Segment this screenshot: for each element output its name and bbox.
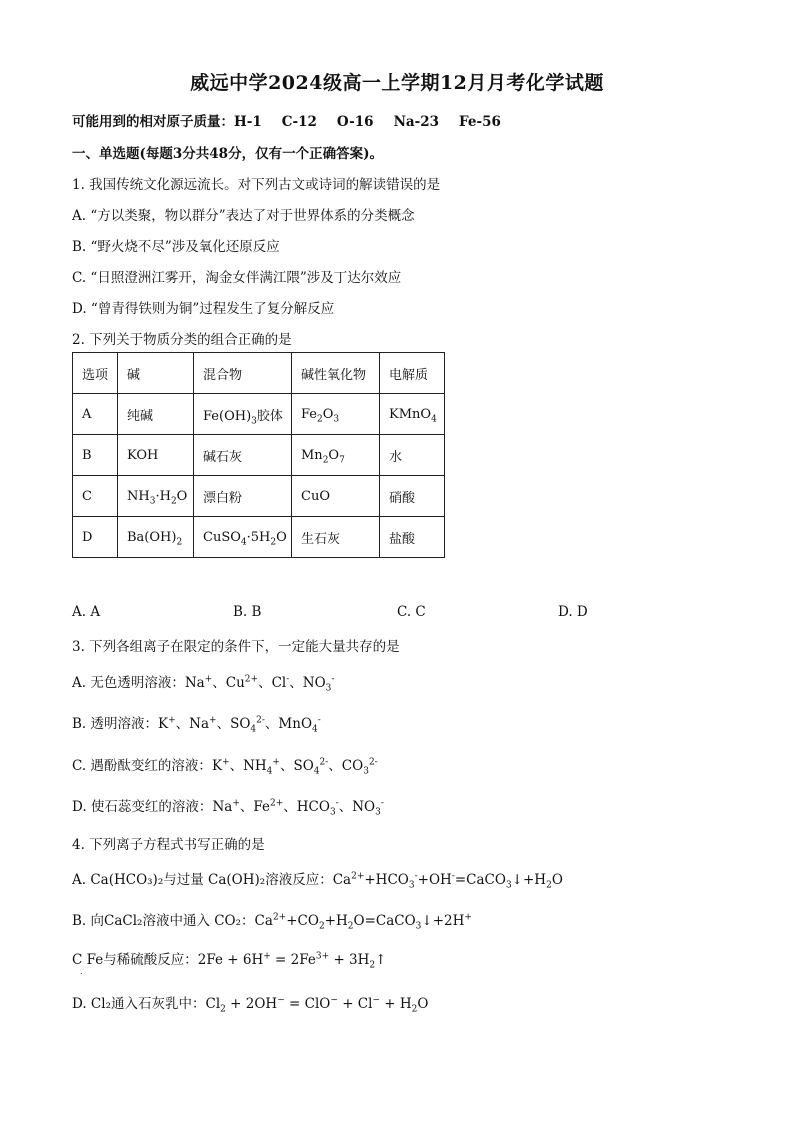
table-cell: 生石灰	[292, 517, 380, 558]
atomic-mass-na: Na-23	[393, 114, 440, 130]
q4-c-label: C Fe与稀硫酸反应：	[72, 952, 198, 968]
q2-option-b: B. B	[233, 604, 262, 620]
atomic-mass-line	[72, 110, 501, 130]
table-cell: 碱石灰	[194, 435, 292, 476]
q4-stem: 4. 下列离子方程式书写正确的是	[72, 837, 265, 853]
table-row	[73, 476, 445, 517]
table-row	[73, 394, 445, 435]
q4-a-label: A. Ca(HCO₃)₂与过量 Ca(OH)₂溶液反应：	[72, 872, 333, 888]
q4-d-label: D. Cl₂通入石灰乳中：	[72, 996, 206, 1012]
q3-b-label: B. 透明溶液：	[72, 716, 159, 732]
q4-option-d: D. Cl₂通入石灰乳中：$Cl_2 + 2OH^- = ClO^- + Cl^- + H_2O$	[72, 995, 429, 1015]
atomic-mass-label: 可能用到的相对原子质量：	[72, 114, 234, 130]
table-cell: 水	[380, 435, 445, 476]
table-cell: A	[73, 394, 118, 435]
q3-option-c: C. 遇酚酞变红的溶液：K+、$NH_4^+$、$SO_4^{2-}$、$CO_3^{2-}$	[72, 757, 378, 777]
q3-option-d: D. 使石蕊变红的溶液：Na+、$Fe^{2+}$、$HCO_3^-$、$NO_3^-$	[72, 798, 384, 818]
table-cell: 盐酸	[380, 517, 445, 558]
table-cell: 纯碱	[118, 394, 194, 435]
page-title: 威远中学2024级高一上学期12月月考化学试题	[190, 72, 604, 94]
q4-option-b: B. 向CaCl₂溶液中通入 CO₂：$Ca^{2+}+CO_2+H_2O=CaCO_3↓+2H^+$	[72, 912, 472, 932]
table-cell: D	[73, 517, 118, 558]
table-cell: $NH_3\cdot H_2O$	[118, 476, 194, 517]
table-cell: B	[73, 435, 118, 476]
table-cell: C	[73, 476, 118, 517]
header-cell: 混合物	[194, 353, 292, 394]
q3-stem: 3. 下列各组离子在限定的条件下，一定能大量共存的是	[72, 639, 400, 655]
table-cell: $Fe_2O_3$	[292, 394, 380, 435]
atomic-mass-fe: Fe-56	[459, 114, 501, 130]
header-cell: 碱	[118, 353, 194, 394]
table-cell: $Ba(OH)_2$	[118, 517, 194, 558]
classification-table	[72, 352, 445, 558]
q2-option-a: A. A	[72, 604, 101, 620]
table-cell: CuO	[292, 476, 380, 517]
atomic-mass-h: H-1	[234, 114, 262, 130]
table-cell: 硝酸	[380, 476, 445, 517]
q3-c-label: C. 遇酚酞变红的溶液：	[72, 758, 212, 774]
table-cell: $Fe(OH)_3$胶体	[194, 394, 292, 435]
header-cell: 碱性氧化物	[292, 353, 380, 394]
q1-option-a: A. “方以类聚，物以群分”表达了对于世界体系的分类概念	[72, 208, 415, 224]
section-heading: 一、单选题(每题3分共48分，仅有一个正确答案)。	[72, 146, 383, 162]
q2-option-c: C. C	[397, 604, 426, 620]
header-cell: 选项	[73, 353, 118, 394]
q2-stem: 2. 下列关于物质分类的组合正确的是	[72, 332, 292, 348]
table-cell: $CuSO_4\cdot 5H_2O$	[194, 517, 292, 558]
q1-stem: 1. 我国传统文化源远流长。对下列古文或诗词的解读错误的是	[72, 177, 441, 193]
q4-option-a: A. Ca(HCO₃)₂与过量 Ca(OH)₂溶液反应：$Ca^{2+}+HCO_3^-+OH^-=CaCO_3↓+H_2O$	[72, 871, 563, 891]
q3-option-a: A. 无色透明溶液：Na+、$Cu^{2+}$、Cl-、$NO_3^-$	[72, 674, 335, 694]
atomic-mass-c: C-12	[281, 114, 317, 130]
table-header-row	[73, 353, 445, 394]
q3-d-label: D. 使石蕊变红的溶液：	[72, 799, 213, 815]
q4-b-label: B. 向CaCl₂溶液中通入 CO₂：	[72, 913, 255, 929]
table-row	[73, 435, 445, 476]
stray-dot: .	[80, 967, 83, 976]
q3-option-b: B. 透明溶液：K+、Na+、$SO_4^{2-}$、MnO$_4$-	[72, 715, 321, 735]
table-cell: KOH	[118, 435, 194, 476]
q1-option-d: D. “曾青得铁则为铜”过程发生了复分解反应	[72, 301, 335, 317]
q1-option-b: B. “野火烧不尽”涉及氧化还原反应	[72, 239, 280, 255]
q2-option-d: D. D	[558, 604, 588, 620]
q3-a-label: A. 无色透明溶液：	[72, 675, 185, 691]
atomic-mass-o: O-16	[336, 114, 374, 130]
table-cell: KMnO$_4$	[380, 394, 445, 435]
table-row	[73, 517, 445, 558]
table-cell: 漂白粉	[194, 476, 292, 517]
q1-option-c: C. “日照澄洲江雾开，淘金女伴满江隈”涉及丁达尔效应	[72, 270, 402, 286]
q4-option-c: C Fe与稀硫酸反应：$2Fe + 6H^+ = 2Fe^{3+}$ + $3H_2↑$	[72, 951, 387, 971]
table-cell: $Mn_2O_7$	[292, 435, 380, 476]
header-cell: 电解质	[380, 353, 445, 394]
